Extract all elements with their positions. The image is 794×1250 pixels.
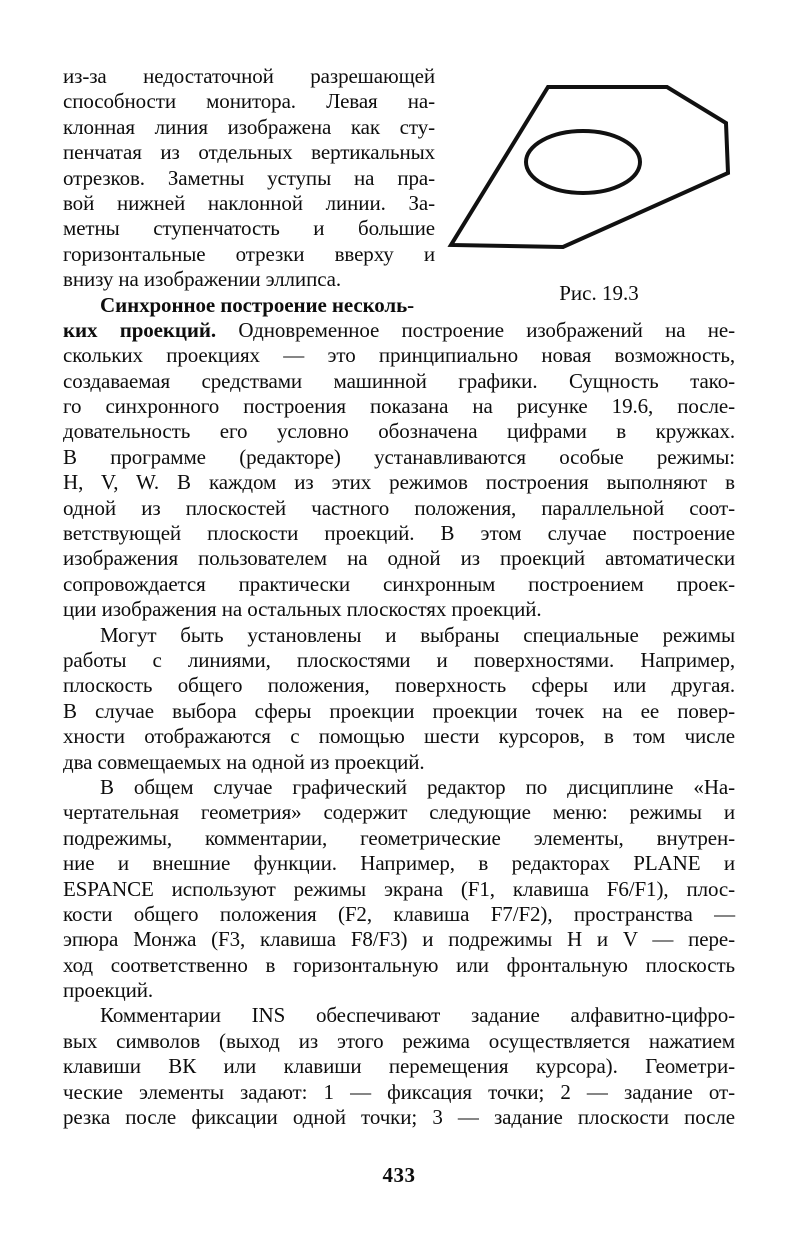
text-line: чертательная геометрия» содержит следующие меню: режимы и xyxy=(63,800,735,825)
text-line: H, V, W. В каждом из этих режимов построения выполняют в xyxy=(63,470,735,495)
text-line: В случае выбора сферы проекции проекции точек на ее повер- xyxy=(63,698,735,723)
bold-run: ких проекций. xyxy=(63,317,217,342)
figure-block xyxy=(445,64,735,318)
text-line: работы с линиями, плоскостями и поверхностями. Например, xyxy=(63,647,735,672)
text-line: ческие элементы задают: 1 — фиксация точки; 2 — задание от- xyxy=(63,1079,735,1104)
text-line: два совмещаемых на одной из проекций. xyxy=(63,749,425,774)
polygon-outline xyxy=(451,87,728,247)
text-line: ние и внешние функции. Например, в редакторах PLANE и xyxy=(63,851,735,876)
text-line: го синхронного построения показана на рисунке 19.6, после- xyxy=(63,394,735,419)
text-line: В общем случае графический редактор по дисциплине «На- xyxy=(100,774,735,799)
text-line: Комментарии INS обеспечивают задание алфавитно-цифро- xyxy=(100,1003,735,1028)
text-area xyxy=(63,64,735,1188)
text-line: пенчатая из отдельных вертикальных xyxy=(63,140,435,165)
page-number: 433 xyxy=(382,1163,416,1188)
text-line: вых символов (выход из этого режима осуществляется нажатием xyxy=(63,1028,735,1053)
narrow-text-column xyxy=(63,64,435,318)
text-line: внизу на изображении эллипса. xyxy=(63,267,342,292)
text-line: ход соответственно в горизонтальную или фронтальную плоскость xyxy=(63,952,735,977)
text-line: В программе (редакторе) устанавливаются особые режимы: xyxy=(63,444,735,469)
ellipse-hole xyxy=(526,131,640,193)
text-line: подрежимы, комментарии, геометрические элементы, внутрен- xyxy=(63,825,735,850)
text-line: из-за недостаточной разрешающей xyxy=(63,64,435,88)
text-line: клавиши ВК или клавиши перемещения курсора). Геометри- xyxy=(63,1054,735,1079)
top-section xyxy=(63,64,735,318)
text-line: кости общего положения (F2, клавиша F7/F2), пространства — xyxy=(63,901,735,926)
text-line: скольких проекциях — это принципиально новая возможность, xyxy=(63,343,735,368)
text-line: изображения пользователем на одной из проекций автоматически xyxy=(63,546,735,571)
text-line: ции изображения на остальных плоскостях проекций. xyxy=(63,597,542,622)
text-line: одной из плоскостей частного положения, параллельной соот- xyxy=(63,495,735,520)
text-line: создаваемая средствами машинной графики. Сущность тако- xyxy=(63,368,735,393)
text-line: способности монитора. Левая на- xyxy=(63,89,435,114)
text-line: проекций. xyxy=(63,978,154,1003)
text-line: отрезков. Заметны уступы на пра- xyxy=(63,165,435,190)
text-line: горизонтальные отрезки вверху и xyxy=(63,241,435,266)
text-line: ветствующей плоскости проекций. В этом случае построение xyxy=(63,521,735,546)
text-line: метны ступенчатость и большие xyxy=(63,216,435,241)
text-line: Могут быть установлены и выбраны специальные режимы xyxy=(100,622,735,647)
main-text-column xyxy=(63,318,735,1131)
text-line: резка после фиксации одной точки; 3 — задание плоскости после xyxy=(63,1105,735,1130)
text-line: хности отображаются с помощью шести курсоров, в том числе xyxy=(63,724,735,749)
figure-19-3-drawing xyxy=(445,76,735,256)
figure-caption: Рис. 19.3 xyxy=(559,281,639,305)
text-line: эпюра Монжа (F3, клавиша F8/F3) и подрежимы H и V — пере- xyxy=(63,927,735,952)
text-line: довательность его условно обозначена цифрами в кружках. xyxy=(63,419,735,444)
text-line: ESPANCE используют режимы экрана (F1, клавиша F6/F1), плос- xyxy=(63,876,735,901)
text-line: Синхронное построение несколь- xyxy=(100,292,414,317)
text-line: ких проекций. Одновременное построение изображений на не- xyxy=(63,317,735,342)
text-line: вой нижней наклонной линии. За- xyxy=(63,190,435,215)
text-line: сопровождается практически синхронным построением проек- xyxy=(63,571,735,596)
text-line: клонная линия изображена как сту- xyxy=(63,114,435,139)
text-line: плоскость общего положения, поверхность сферы или другая. xyxy=(63,673,735,698)
